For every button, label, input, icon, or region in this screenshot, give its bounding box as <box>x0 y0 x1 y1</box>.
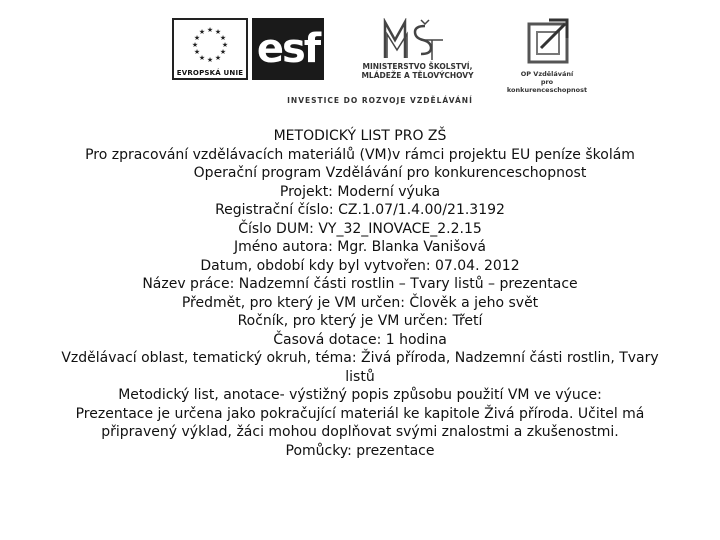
esf-logo <box>252 18 324 80</box>
registration-line: Registrační číslo: CZ.1.07/1.4.00/21.3192 <box>215 202 505 218</box>
logo-header <box>0 0 720 115</box>
subject-line: Předmět, pro který je VM určen: Člověk a jeho svět <box>181 294 539 311</box>
eu-logo <box>172 18 248 80</box>
op-label-1: OP Vzdělávání <box>520 70 574 78</box>
time-line: Časová dotace: 1 hodina <box>273 331 447 348</box>
svg-text:★: ★ <box>219 34 227 42</box>
work-title-line: Název práce: Nadzemní části rostlin – Tvary listů – prezentace <box>142 276 578 292</box>
svg-text:★: ★ <box>198 28 206 36</box>
program-line: Operační program Vzdělávání pro konkurenceschopnost <box>193 165 587 181</box>
author-line: Jméno autora: Mgr. Blanka Vanišová <box>233 239 486 255</box>
ministry-label-2: MLÁDEŽE A TĚLOVÝCHOVY <box>361 71 474 80</box>
date-line: Datum, období kdy byl vytvořen: 07.04. 2012 <box>200 257 520 274</box>
area-line-continued: listů <box>345 368 375 385</box>
ministry-text <box>345 62 490 80</box>
svg-text:★: ★ <box>193 48 201 56</box>
methodology-sheet <box>38 127 682 460</box>
dum-number-line: Číslo DUM: VY_32_INOVACE_2.2.15 <box>238 220 482 237</box>
svg-text:★: ★ <box>198 54 206 62</box>
document-title: METODICKÝ LIST PRO ZŠ <box>273 128 447 144</box>
area-line: Vzdělávací oblast, tematický okruh, téma: Živá příroda, Nadzemní části rostlin, Tvary <box>61 350 659 366</box>
svg-text:★: ★ <box>214 54 222 62</box>
aids-line: Pomůcky: prezentace <box>285 442 435 459</box>
eu-label: EVROPSKÁ UNIE <box>176 69 244 77</box>
op-logo <box>505 18 589 94</box>
grade-line: Ročník, pro který je VM určen: Třetí <box>237 313 483 329</box>
ministry-label-1: MINISTERSTVO ŠKOLSTVÍ, <box>362 62 473 71</box>
ministry-logo <box>345 18 490 88</box>
op-emblem-icon <box>519 18 575 66</box>
op-label-2: pro konkurenceschopnost <box>506 78 588 94</box>
annotation-heading: Metodický list, anotace- výstižný popis způsobu použití VM ve výuce: <box>118 387 602 403</box>
eu-stars-icon <box>180 24 240 64</box>
op-text <box>505 70 589 94</box>
svg-text:★: ★ <box>219 48 227 56</box>
annotation-text-continued: připravený výklad, žáci mohou doplňovat svými znalostmi a zkušenostmi. <box>101 424 619 440</box>
svg-text:★: ★ <box>214 28 222 36</box>
esf-label: esf <box>256 26 320 72</box>
investice-tagline: INVESTICE DO ROZVOJE VZDĚLÁVÁNÍ <box>287 96 473 105</box>
svg-text:★: ★ <box>206 26 214 34</box>
svg-text:★: ★ <box>221 41 229 49</box>
purpose-line: Pro zpracování vzdělávacích materiálů (VM)v rámci projektu EU peníze školám <box>85 146 635 163</box>
project-line: Projekt: Moderní výuka <box>279 183 441 200</box>
svg-text:★: ★ <box>193 34 201 42</box>
msmt-monogram-icon <box>381 18 453 60</box>
svg-text:★: ★ <box>206 56 214 64</box>
svg-text:★: ★ <box>191 41 199 49</box>
annotation-text: Prezentace je určena jako pokračující materiál ke kapitole Živá příroda. Učitel má <box>75 405 645 422</box>
